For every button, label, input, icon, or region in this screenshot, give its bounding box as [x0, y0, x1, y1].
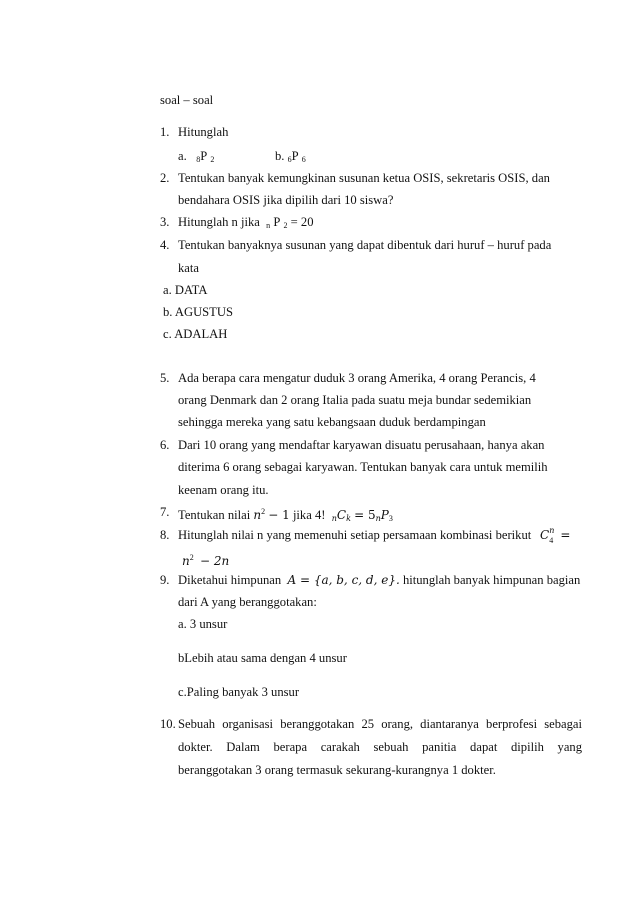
combination-expression: C n 4 = [540, 526, 571, 545]
question-text: Hitunglah [178, 125, 229, 139]
document-page: soal – soal 1. Hitunglah a. $_8$P $_2$ b. $_6$P $_6$ 2. Tentukan banyak kemungkinan susunan ketua OSIS, sekretaris OSIS, dan bendahara OSIS jika dipilih dari 10 siswa? 3. Hitunglah n jika $_n$ P $_2$ = 20 4. Tentukan banyaknya susunan yang dapat dibentuk dari huruf – huruf pada kata a. DATA b. AGUSTUS c. ADALAH 5. Ada berapa cara mengatur duduk 3 orang Amerika, 4 orang Perancis, 4 orang Denmark dan 2 orang Italia pada suatu meja bundar sedemikian sehingga mereka yang satu kebangsaan duduk berdampingan 6. Dari 10 orang yang mendaftar karyawan disuatu perusahaan, hanya akan diterima 6 orang sebagai karyawan. Tentukan banyak cara untuk memilih keenam orang itu. 7. Tentukan nilai $n^2 - 1$ jika 4! $_nC_k = 5_nP_3$ 8. Hitunglah nilai n yang memenuhi setiap persamaan kombinasi berikut C n 4 = $n^2 - 2n$ 9. Diketahui himpunan A = {a, b, c, d, e}. hitunglah banyak himpunan bagian dari A yang beranggotakan: a. 3 unsur bLebih atau sama dengan 4 unsur c.Paling banyak 3 unsur 10. Sebuah organisasi beranggotakan 25 orang, diantaranya berprofesi sebagai dokter. Dalam berapa carakah sebuah panitia dapat dipilih yang beranggotakan 3 orang termasuk sekurang-kurangnya 1 dokter. [160, 93, 582, 777]
document-heading: soal – soal [160, 93, 214, 107]
word-option-b: b. AGUSTUS [163, 305, 233, 319]
option-a: a. $_8$P $_2$ [178, 149, 215, 164]
word-option-a: a. DATA [163, 283, 208, 297]
option-b: b. $_6$P $_6$ [275, 149, 306, 164]
word-option-c: c. ADALAH [163, 327, 228, 341]
question-number: 1. [160, 125, 170, 139]
